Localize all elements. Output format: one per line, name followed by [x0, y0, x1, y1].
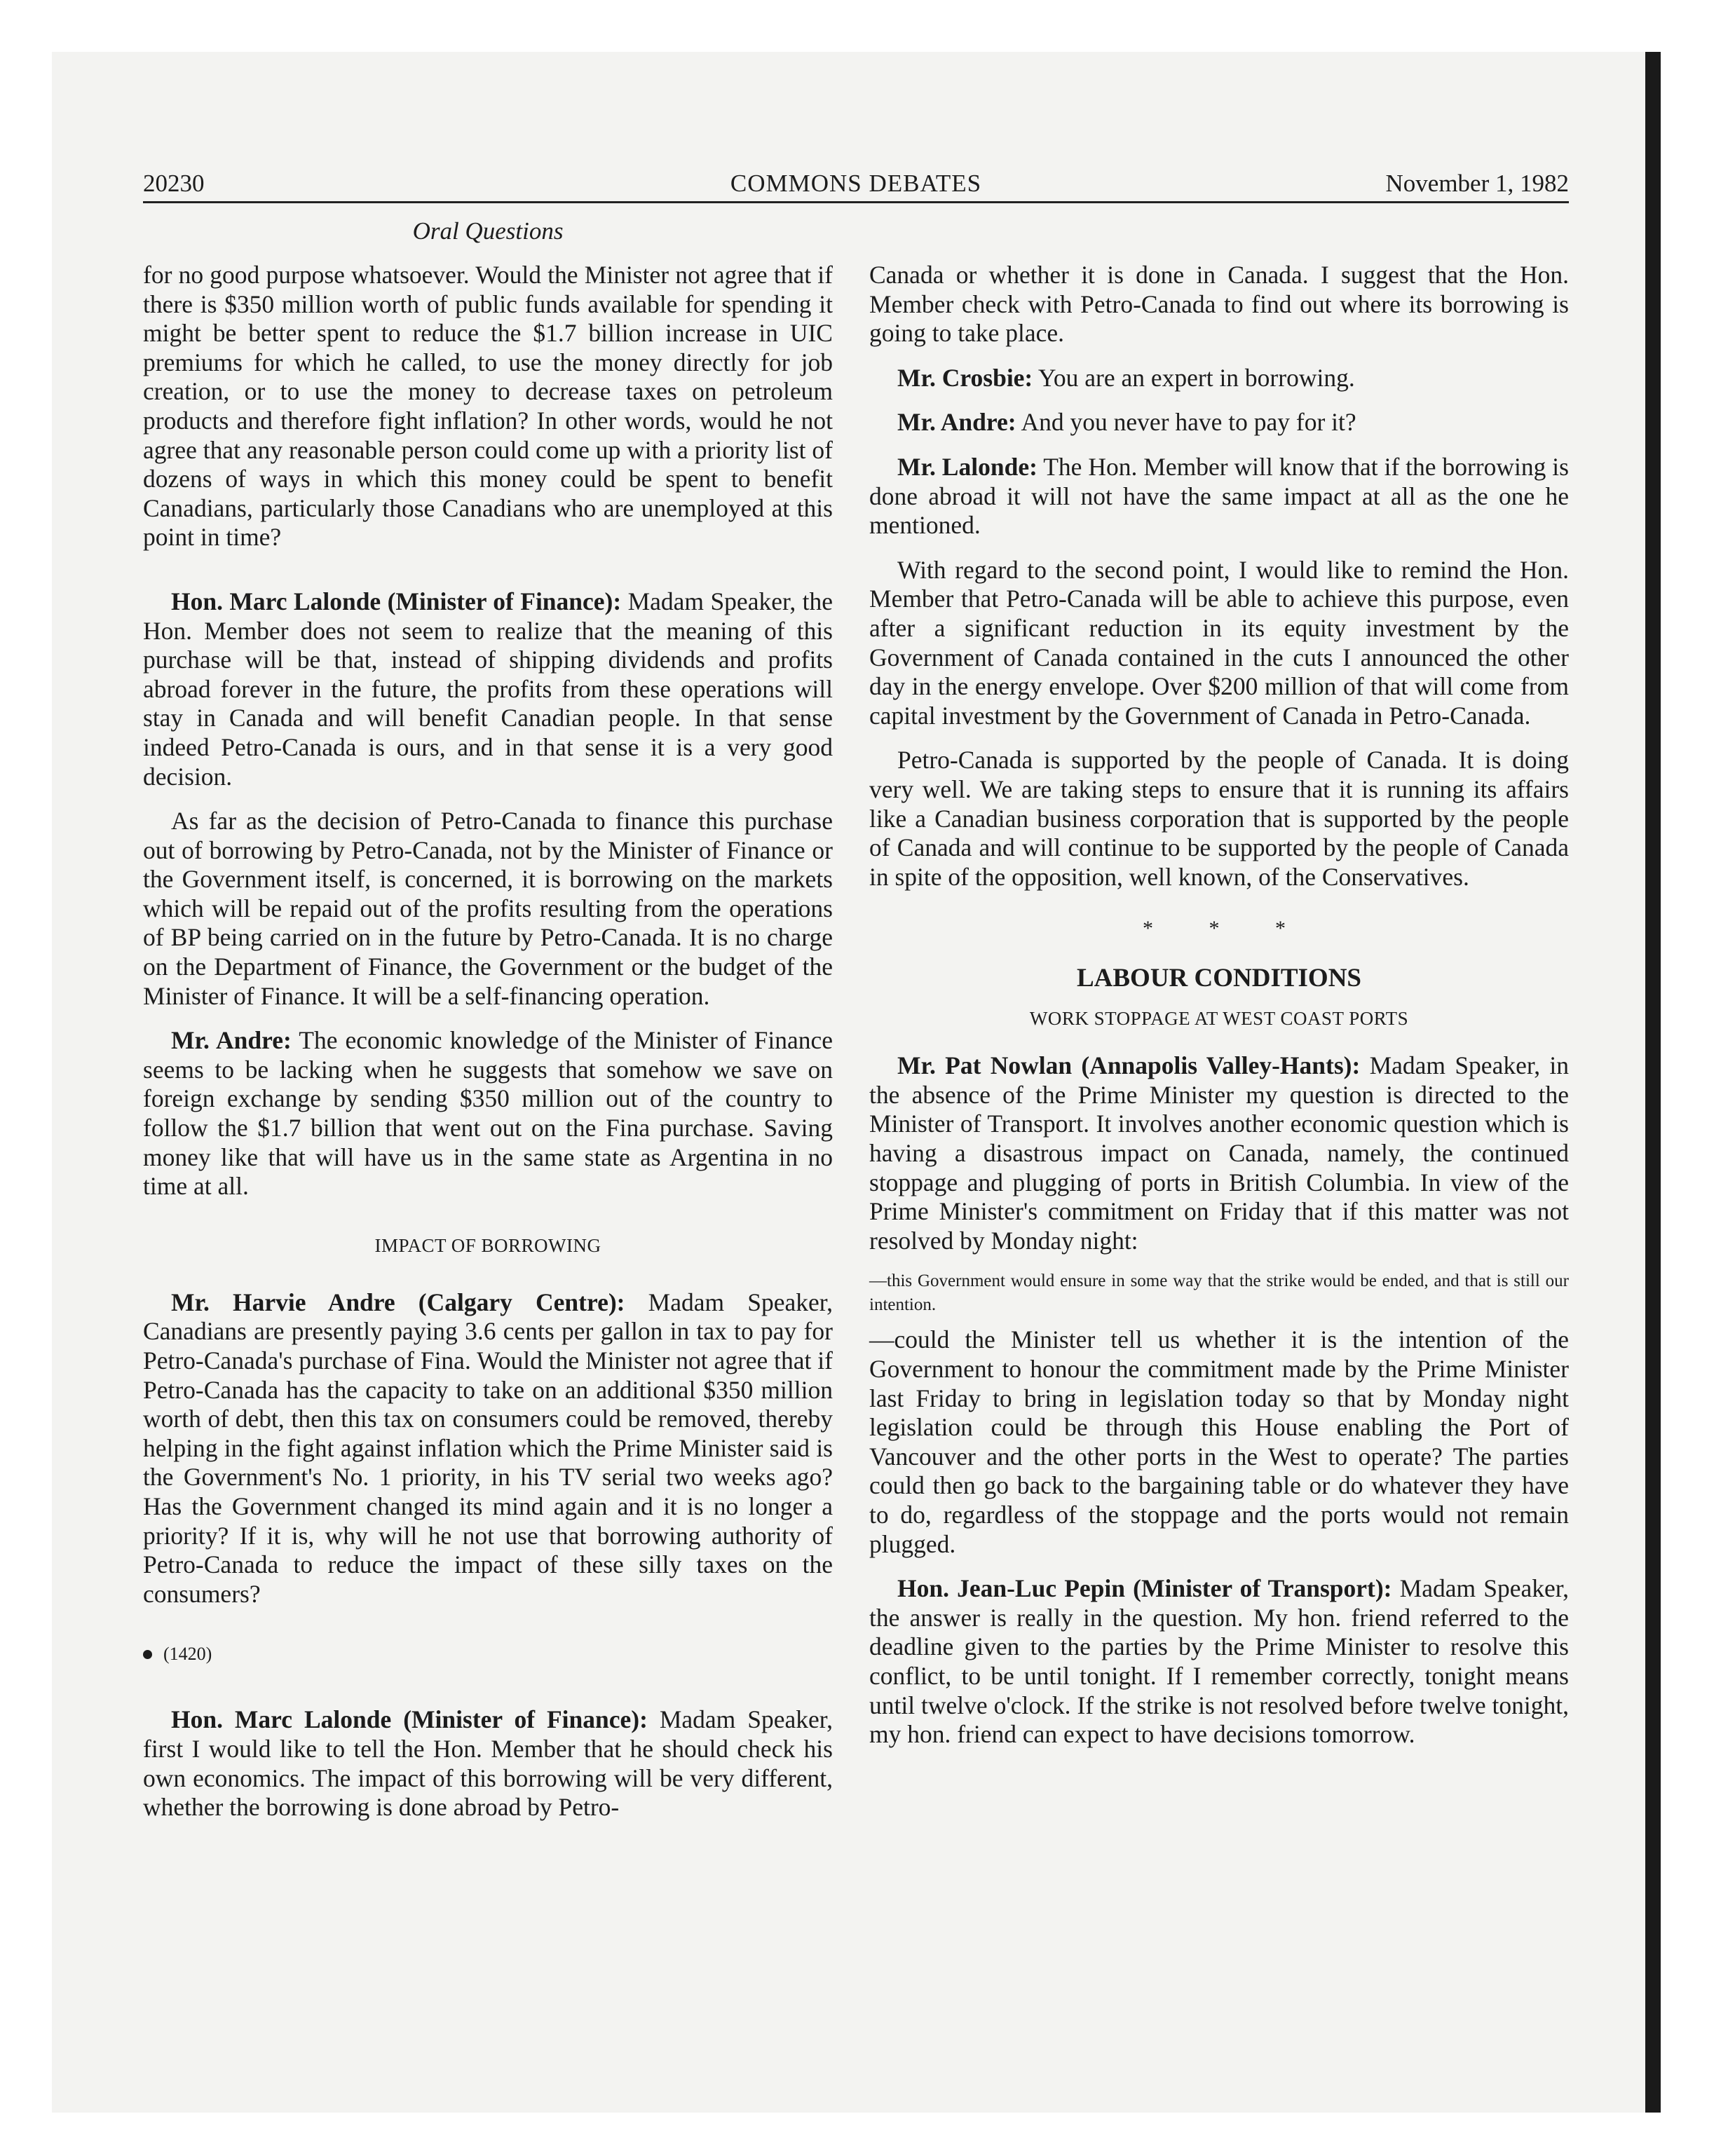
- right-column: [869, 261, 1569, 1749]
- subheading: IMPACT OF BORROWING: [374, 1234, 601, 1256]
- publication-title: COMMONS DEBATES: [730, 170, 982, 197]
- subheading: WORK STOPPAGE AT WEST COAST PORTS: [1029, 1008, 1409, 1030]
- paragraph: Petro-Canada is supported by the people of Canada. It is doing very well. We are taking steps to ensure that it is running its affairs like a Canadian business corporation that is supported by the people of Canada and will continue to be supported by the people of Canada in spite of the opposition, well known, of the Conservatives.: [869, 746, 1569, 891]
- running-header: [143, 167, 1569, 200]
- time-marker-text: (1420): [163, 1644, 212, 1665]
- speaker-name: Hon. Marc Lalonde (Minister of Finance):: [171, 587, 622, 615]
- paragraph: for no good purpose whatsoever. Would the Minister not agree that if there is $350 million worth of public funds available for spending it might be better spent to reduce the $1.7 billion increase in UIC premiums for which he called, to use the money directly for job creation, or to use the money to decrease taxes on petroleum products and therefore fight inflation? In other words, would he not agree that any reasonable person could come up with a priority list of dozens of ways in which this money could be spent to benefit Canadians, particularly those Canadians who are unemployed at this point in time?: [143, 261, 833, 552]
- speech-text: Madam Speaker, the Hon. Member does not seem to realize that the meaning of this purchase will be that, instead of shipping dividends and profits abroad forever in the future, the profits from these operations will stay in Canada and will benefit Canadian people. In that sense indeed Petro-Canada is ours, and in that sense it is a very good decision.: [143, 587, 833, 791]
- speaker-name: Hon. Jean-Luc Pepin (Minister of Transport):: [897, 1574, 1392, 1603]
- speech-paragraph: [143, 1705, 833, 1822]
- speech-paragraph: [869, 1574, 1569, 1749]
- left-column: [143, 261, 833, 1822]
- speech-text: And you never have to pay for it?: [1016, 408, 1356, 437]
- speech-text: Madam Speaker, the answer is really in the question. My hon. friend referred to the deadline given to the parties by the Prime Minister to resolve this conflict, to be until tonight. If I remember correctly, tonight means until twelve o'clock. If the strike is not resolved before twelve tonight, my hon. friend can expect to have decisions tomorrow.: [869, 1574, 1569, 1749]
- speech-text: You are an expert in borrowing.: [1033, 363, 1355, 392]
- section-title: Oral Questions: [412, 217, 564, 245]
- scan-edge-shadow: [1645, 52, 1661, 2113]
- block-quote: —this Government would ensure in some way that the strike would be ended, and that is still our intention.: [869, 1271, 1569, 1315]
- speaker-name: Mr. Crosbie:: [897, 363, 1033, 392]
- speaker-name: Mr. Andre:: [171, 1026, 292, 1055]
- bullet-icon: [143, 1650, 152, 1659]
- speech-text: The economic knowledge of the Minister of Finance seems to be lacking when he suggests that somehow we save on foreign exchange by sending $350 million out of the country to follow the $1.7 billion that went out on the Fina purchase. Saving money like that will have us in the same state as Argentina in no time at all.: [143, 1026, 833, 1201]
- speech-paragraph: [143, 587, 833, 791]
- time-marker: [143, 1644, 833, 1665]
- speech-paragraph: [869, 408, 1569, 437]
- speaker-name: Mr. Andre:: [897, 408, 1016, 437]
- speech-paragraph: [143, 1288, 833, 1609]
- speech-paragraph: [869, 364, 1569, 393]
- speaker-name: Mr. Pat Nowlan (Annapolis Valley-Hants):: [897, 1051, 1361, 1080]
- speaker-name: Mr. Lalonde:: [897, 452, 1037, 481]
- paragraph: —could the Minister tell us whether it is the intention of the Government to honour the commitment made by the Prime Minister last Friday to bring in legislation today so that by Monday night legislation could be through this House enabling the Port of Vancouver and the other ports in the West to operate? The parties could then go back to the bargaining table or do whatever they have to do, regardless of the stoppage and the ports would not remain plugged.: [869, 1325, 1569, 1558]
- speech-text: Madam Speaker, Canadians are presently paying 3.6 cents per gallon in tax to pay for Petro-Canada's purchase of Fina. Would the Minister not agree that if Petro-Canada has the capacity to take on an additional $350 million worth of debt, then this tax on consumers could be removed, thereby helping in the fight against inflation which the Prime Minister said is the Government's No. 1 priority, in his TV serial two weeks ago? Has the Government changed its mind again and it is no longer a priority? If it is, why will he not use that borrowing authority of Petro-Canada to reduce the impact of these silly taxes on the consumers?: [143, 1288, 833, 1608]
- paragraph: As far as the decision of Petro-Canada to finance this purchase out of borrowing by Petro-Canada, not by the Minister of Finance or the Government itself, is concerned, it is borrowing on the markets which will be repaid out of the profits resulting from the operations of BP being carried on in the future by Petro-Canada. It is no charge on the Department of Finance, the Government or the budget of the Minister of Finance. It will be a self-financing operation.: [143, 807, 833, 1010]
- paragraph: Canada or whether it is done in Canada. I suggest that the Hon. Member check with Petro-Canada to find out where its borrowing is going to take place.: [869, 261, 1569, 348]
- header-date: November 1, 1982: [1385, 170, 1569, 197]
- speech-text: The Hon. Member will know that if the borrowing is done abroad it will not have the same impact at all as the one he mentioned.: [869, 452, 1569, 540]
- paragraph: With regard to the second point, I would like to remind the Hon. Member that Petro-Canada will be able to achieve this purpose, even after a significant reduction in its equity investment by the Government of Canada contained in the cuts I announced the other day in the energy envelope. Over $200 million of that will come from capital investment by the Government of Canada in Petro-Canada.: [869, 555, 1569, 730]
- speaker-name: Mr. Harvie Andre (Calgary Centre):: [171, 1288, 625, 1316]
- topic-heading: LABOUR CONDITIONS: [1076, 964, 1362, 993]
- speaker-name: Hon. Marc Lalonde (Minister of Finance):: [171, 1705, 648, 1734]
- speech-paragraph: [869, 453, 1569, 540]
- speech-paragraph: [143, 1026, 833, 1201]
- header-rule: [143, 201, 1569, 203]
- speech-text: Madam Speaker, in the absence of the Prime Minister my question is directed to the Minister of Transport. It involves another economic question which is having a disastrous impact on Canada, namely, the continued stoppage and plugging of ports in British Columbia. In view of the Prime Minister's commitment on Friday that if this matter was not resolved by Monday night:: [869, 1051, 1569, 1255]
- page-number: 20230: [143, 170, 205, 197]
- speech-text: Madam Speaker, first I would like to tell the Hon. Member that he should check his own economics. The impact of this borrowing will be very different, whether the borrowing is done abroad by Petro-: [143, 1705, 833, 1822]
- speech-paragraph: [869, 1051, 1569, 1255]
- section-separator: * * *: [1143, 917, 1311, 941]
